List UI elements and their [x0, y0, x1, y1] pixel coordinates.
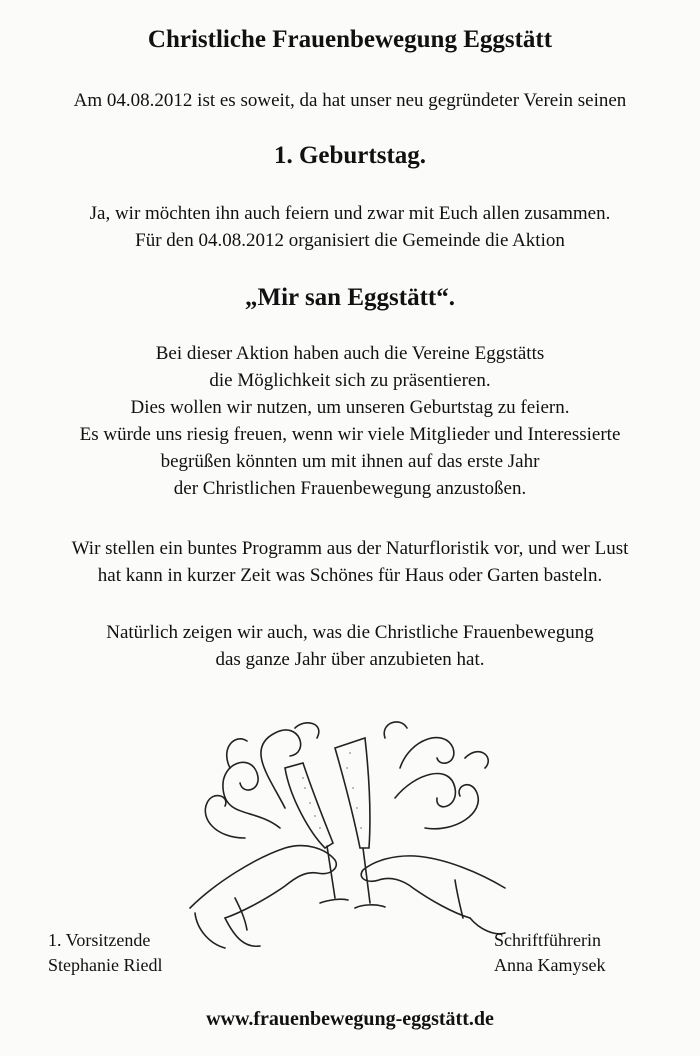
paragraph-celebration — [0, 200, 700, 254]
birthday-heading: 1. Geburtstag. — [273, 142, 427, 169]
paragraph-line: Für den 04.08.2012 organisiert die Gemeinde die Aktion — [135, 230, 565, 251]
intro-line: Am 04.08.2012 ist es soweit, da hat unser neu gegründeter Verein seinen — [73, 90, 627, 111]
page-title: Christliche Frauenbewegung Eggstätt — [147, 26, 553, 53]
signature-role: Schriftführerin — [494, 930, 601, 950]
paragraph-line: der Christlichen Frauenbewegung anzustoßen. — [173, 478, 527, 499]
paragraph-line: das ganze Jahr über anzubieten hat. — [215, 649, 485, 670]
signature-role: 1. Vorsitzende — [48, 930, 151, 950]
signature-secretary — [494, 928, 605, 978]
toast-illustration — [185, 708, 510, 953]
paragraph-line: Ja, wir möchten ihn auch feiern und zwar mit Euch allen zusammen. — [89, 203, 611, 224]
action-heading: „Mir san Eggstätt“. — [245, 284, 455, 311]
website-url: www.frauenbewegung-eggstätt.de — [206, 1008, 494, 1030]
paragraph-line: hat kann in kurzer Zeit was Schönes für Haus oder Garten basteln. — [97, 565, 603, 586]
paragraph-program — [0, 535, 700, 589]
paragraph-line: Wir stellen ein buntes Programm aus der Naturfloristik vor, und wer Lust — [71, 538, 629, 559]
paragraph-line: begrüßen könnten um mit ihnen auf das erste Jahr — [160, 451, 540, 472]
signature-chairwoman — [48, 928, 162, 978]
paragraph-offer — [0, 619, 700, 673]
paragraph-action — [0, 340, 700, 502]
signature-name: Stephanie Riedl — [48, 955, 163, 975]
paragraph-line: die Möglichkeit sich zu präsentieren. — [209, 370, 491, 391]
paragraph-line: Natürlich zeigen wir auch, was die Christliche Frauenbewegung — [106, 622, 594, 643]
paragraph-line: Es würde uns riesig freuen, wenn wir viele Mitglieder und Interessierte — [79, 424, 621, 445]
paragraph-line: Dies wollen wir nutzen, um unseren Geburtstag zu feiern. — [130, 397, 570, 418]
signature-name: Anna Kamysek — [494, 955, 606, 975]
paragraph-line: Bei dieser Aktion haben auch die Vereine Eggstätts — [155, 343, 545, 364]
